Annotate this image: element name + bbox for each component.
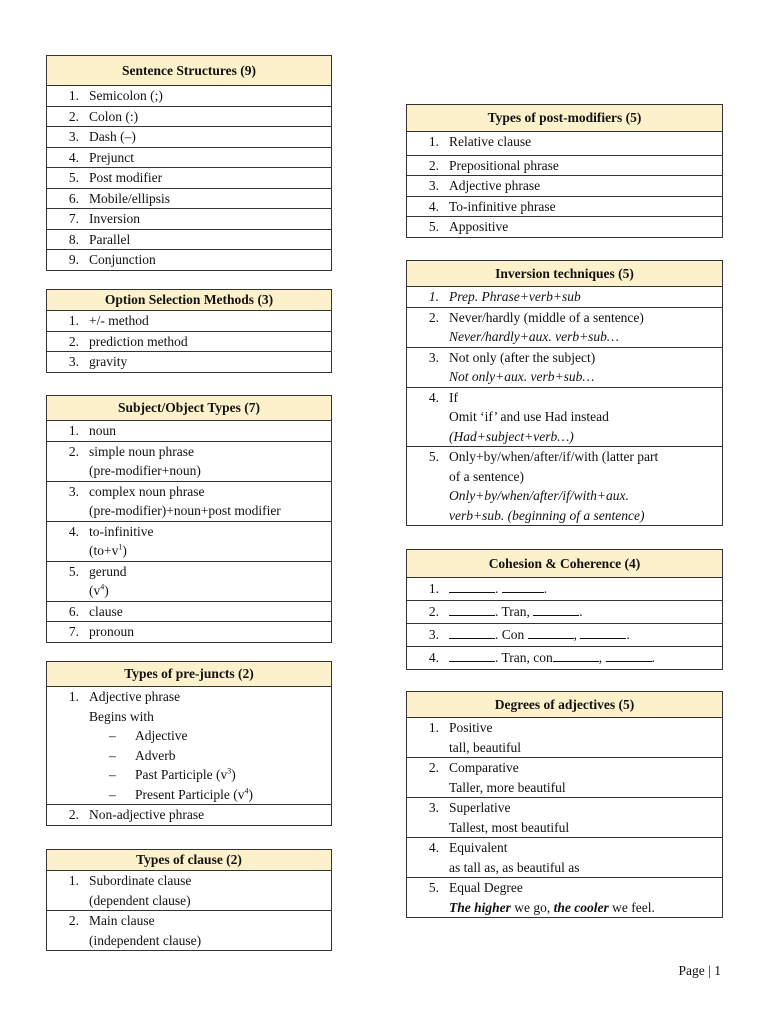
list-item: 1. noun xyxy=(47,421,331,442)
list-item: 2. simple noun phrase (pre-modifier+noun) xyxy=(47,442,331,482)
list-item: 2. Comparative Taller, more beautiful xyxy=(407,758,722,798)
cohesion-title: Cohesion & Coherence (4) xyxy=(407,550,722,578)
list-item: 2. Main clause (independent clause) xyxy=(68,913,202,948)
list-item: 4. to-infinitive $(to+v^1)$ xyxy=(47,522,331,562)
clause-types-title: Types of clause (2) xyxy=(47,850,331,871)
subject-object-table xyxy=(46,395,332,643)
list-item: 1. Relative clause xyxy=(407,132,722,156)
list-item: 4. . Tran, con , . xyxy=(428,650,655,665)
list-item: 7. Inversion xyxy=(47,209,331,230)
list-item: 6. Mobile/ellipsis xyxy=(47,189,331,210)
prejuncts-table xyxy=(46,661,332,826)
list-item: 1. Prep. Phrase+verb+sub xyxy=(407,287,722,308)
inversion-title: Inversion techniques (5) xyxy=(407,261,722,287)
page-number: Page | 1 xyxy=(678,963,721,978)
list-item: 2. prediction method xyxy=(47,332,331,353)
subject-object-title: Subject/Object Types (7) xyxy=(47,396,331,421)
list-item: 3. . Con , . xyxy=(407,624,722,647)
list-item: 4. Prejunct xyxy=(47,148,331,169)
sub-item: – Adverb xyxy=(89,746,327,766)
list-item: 4. If Omit ‘if’ and use Had instead (Had+subject+verb…) xyxy=(407,388,722,448)
list-item: 5. gerund $(v^4)$ xyxy=(47,562,331,602)
sentence-structures-title: Sentence Structures (9) xyxy=(47,56,331,86)
list-item: 4. To-infinitive phrase xyxy=(407,197,722,218)
list-item: 2. Never/hardly (middle of a sentence) Never/hardly+aux. verb+sub… xyxy=(407,308,722,348)
list-item: 2. Colon (:) xyxy=(47,107,331,128)
option-selection-table xyxy=(46,289,332,373)
cohesion-table xyxy=(406,549,723,670)
clause-types-table xyxy=(46,849,332,951)
list-item: 2. Prepositional phrase xyxy=(407,156,722,177)
inversion-table xyxy=(406,260,723,526)
degrees-title: Degrees of adjectives (5) xyxy=(407,692,722,718)
list-item: 8. Parallel xyxy=(47,230,331,251)
post-modifiers-table xyxy=(406,104,723,238)
list-item: 5. Appositive xyxy=(428,219,509,234)
list-item: 1. Subordinate clause (dependent clause) xyxy=(47,871,331,911)
list-item: 6. clause xyxy=(47,602,331,623)
list-item: 5. Post modifier xyxy=(47,168,331,189)
list-item: 3. Not only (after the subject) Not only+aux. verb+sub… xyxy=(407,348,722,388)
sub-item: – Past Participle $(v^3)$ xyxy=(89,765,327,785)
sub-item: – Present Participle $(v^4)$ xyxy=(89,785,327,805)
list-item: 3. Adjective phrase xyxy=(407,176,722,197)
list-item: 5. Equal Degree The higher we go, the cooler we feel. xyxy=(428,880,655,915)
list-item: 5. Only+by/when/after/if/with (latter part of a sentence) Only+by/when/after/if/with+aux. verb+sub. (beginning of a sentence) xyxy=(428,449,659,523)
list-item: 3. Dash (–) xyxy=(47,127,331,148)
list-item: 1. Adjective phrase Begins with – Adjective – Adverb – Past Participle $(v^3)$ – Present Participle $(v^4)$ xyxy=(47,687,331,805)
degrees-table xyxy=(406,691,723,918)
list-item: 1. Positive tall, beautiful xyxy=(407,718,722,758)
list-item: 3. complex noun phrase (pre-modifier)+noun+post modifier xyxy=(47,482,331,522)
list-item: 9. Conjunction xyxy=(68,252,156,267)
list-item: 3. gravity xyxy=(68,354,128,369)
sub-item: – Adjective xyxy=(89,726,327,746)
list-item: 1. Semicolon (;) xyxy=(47,86,331,107)
list-item: 2. . Tran, . xyxy=(407,601,722,624)
list-item: 1. . . xyxy=(407,578,722,601)
prejuncts-title: Types of pre-juncts (2) xyxy=(47,662,331,687)
option-selection-title: Option Selection Methods (3) xyxy=(47,290,331,311)
list-item: 2. Non-adjective phrase xyxy=(68,807,205,822)
sentence-structures-table xyxy=(46,55,332,271)
post-modifiers-title: Types of post-modifiers (5) xyxy=(407,105,722,132)
list-item: 4. Equivalent as tall as, as beautiful as xyxy=(407,838,722,878)
list-item: 1. +/- method xyxy=(47,311,331,332)
list-item: 7. pronoun xyxy=(68,624,134,639)
list-item: 3. Superlative Tallest, most beautiful xyxy=(407,798,722,838)
